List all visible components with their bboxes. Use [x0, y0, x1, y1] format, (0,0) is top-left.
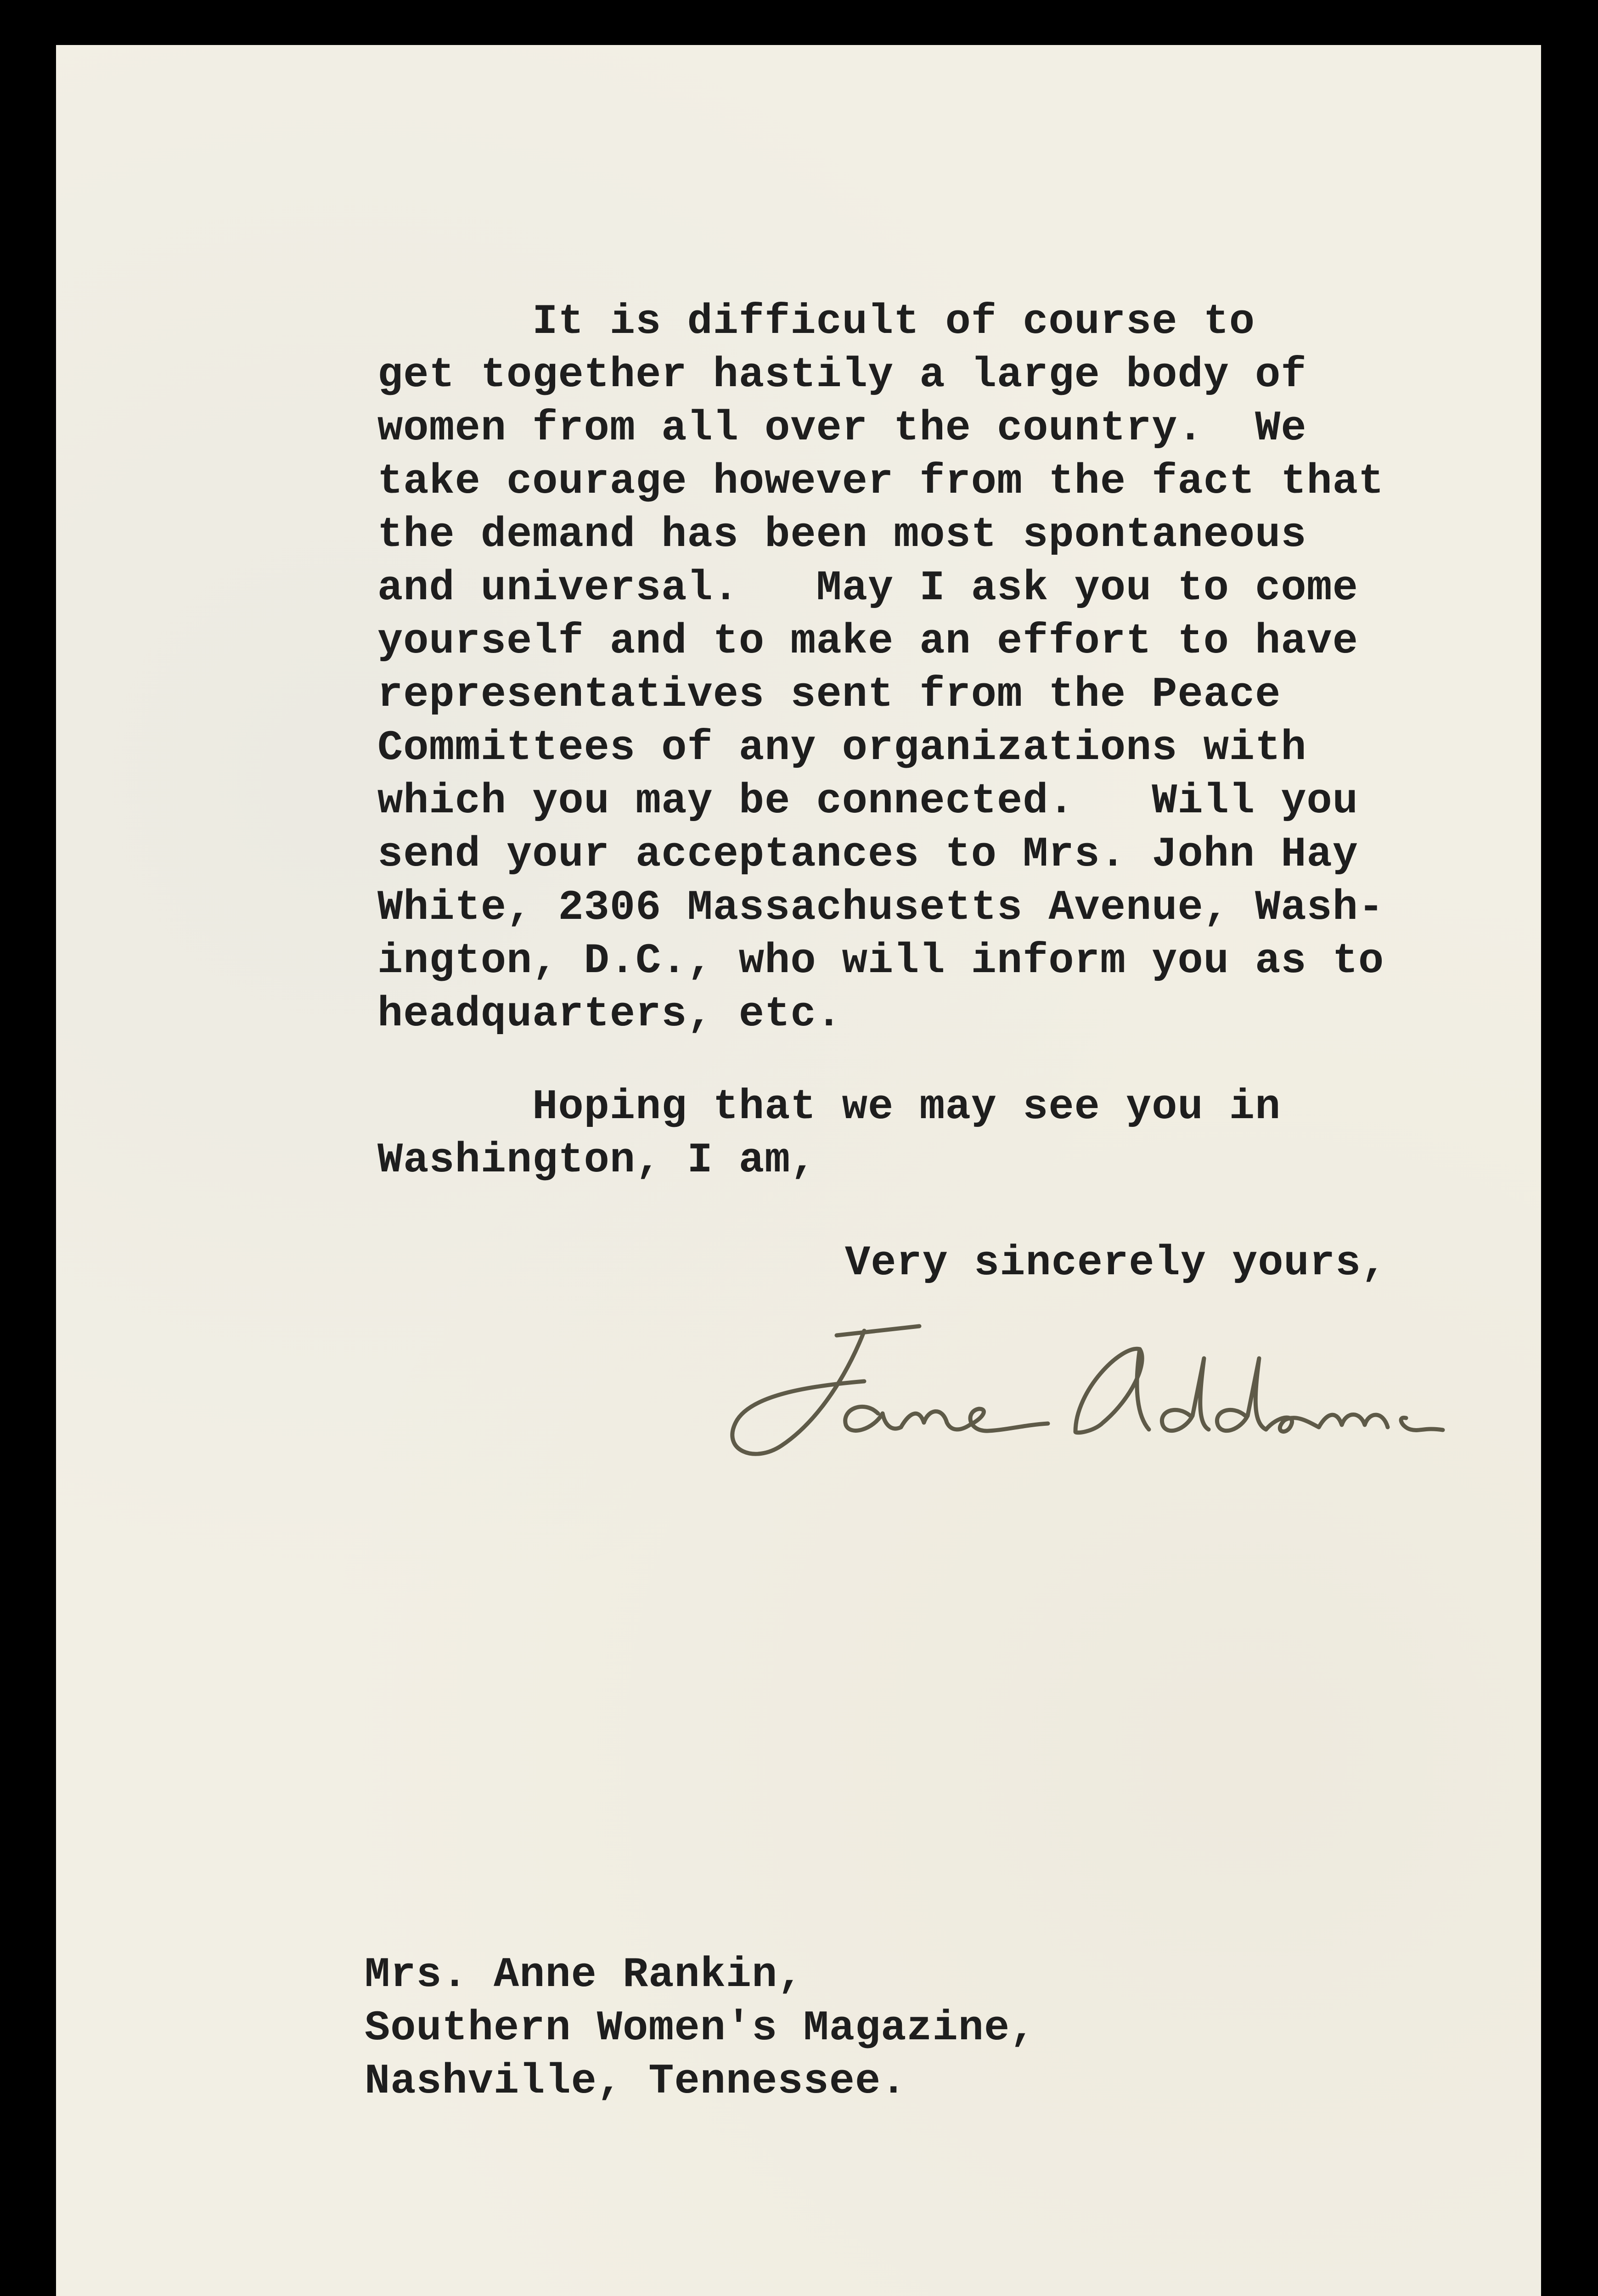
- valediction: Very sincerely yours,: [845, 1239, 1387, 1287]
- letter-closing-paragraph: [377, 1080, 1281, 1187]
- address-line: Nashville, Tennessee.: [365, 2057, 907, 2105]
- body-line: representatives sent from the Peace: [377, 670, 1281, 719]
- body-line: the demand has been most spontaneous: [377, 511, 1307, 559]
- body-line: and universal. May I ask you to come: [377, 564, 1358, 612]
- closing-line: Hoping that we may see you in: [377, 1083, 1281, 1131]
- body-line: Committees of any organizations with: [377, 724, 1307, 772]
- body-line: yourself and to make an effort to have: [377, 617, 1358, 665]
- letter-page: [56, 45, 1541, 2296]
- body-line: ington, D.C., who will inform you as to: [377, 937, 1384, 985]
- address-line: Mrs. Anne Rankin,: [365, 1951, 804, 1999]
- recipient-address: [365, 1948, 1035, 2108]
- letter-body-paragraph-1: [377, 295, 1480, 1041]
- body-line: take courage however from the fact that: [377, 457, 1384, 506]
- body-line: women from all over the country. We: [377, 404, 1307, 452]
- handwritten-signature: [726, 1317, 1507, 1464]
- body-line: White, 2306 Massachusetts Avenue, Wash-: [377, 884, 1384, 932]
- closing-line: Washington, I am,: [377, 1136, 816, 1184]
- body-line: get together hastily a large body of: [377, 351, 1307, 399]
- body-line: which you may be connected. Will you: [377, 777, 1358, 825]
- body-line: headquarters, etc.: [377, 990, 842, 1038]
- address-line: Southern Women's Magazine,: [365, 2004, 1036, 2052]
- body-line: It is difficult of course to: [377, 298, 1255, 346]
- body-line: send your acceptances to Mrs. John Hay: [377, 830, 1358, 878]
